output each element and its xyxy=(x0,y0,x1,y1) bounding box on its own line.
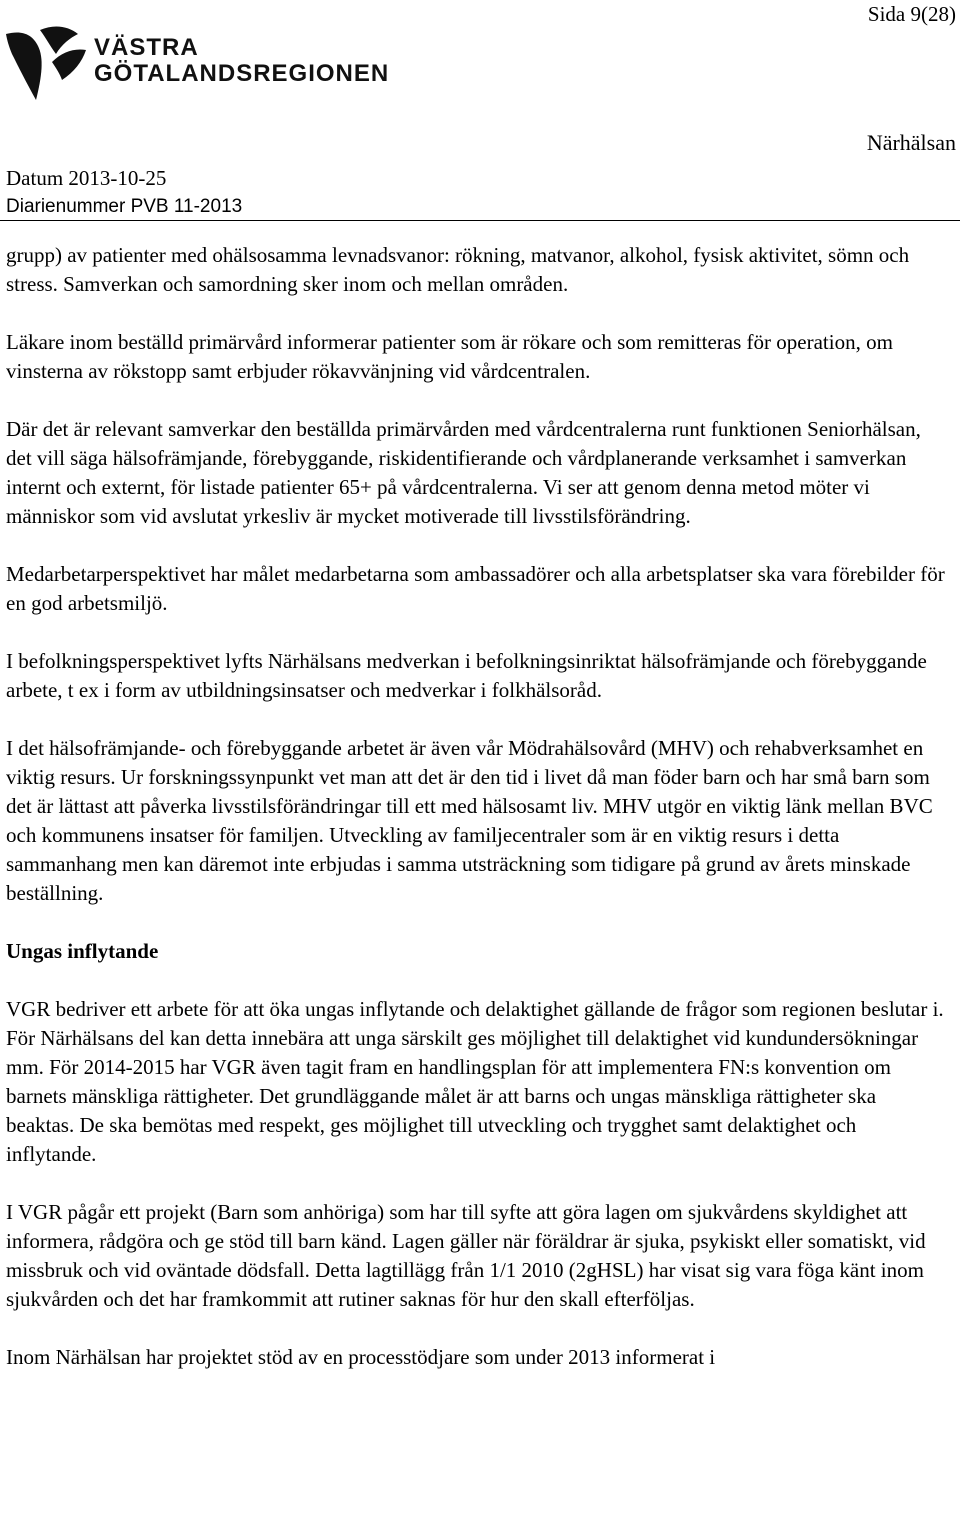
paragraph-8: I VGR pågår ett projekt (Barn som anhöriga) som har till syfte att göra lagen om sjukvårdens skyldighet att informera, rådgöra och ge stöd till barn känd. Lagen gäller när föräldrar är sjuka, psykiskt eller somatiskt, vid missbruk och vid oväntade dödsfall. Detta lagtillägg från 1/1 2010 (2gHSL) har visat sig vara föga känt inom sjukvården och det har framkommit att rutiner saknas för hur den skall efterföljas. xyxy=(6,1200,926,1311)
paragraph-9: Inom Närhälsan har projektet stöd av en processtödjare som under 2013 informerat i xyxy=(6,1345,716,1369)
paragraph-1: grupp) av patienter med ohälsosamma levnadsvanor: rökning, matvanor, alkohol, fysisk aktivitet, sömn och stress. Samverkan och samordning sker inom och mellan områden. xyxy=(6,243,910,296)
vgr-logo-mark-icon xyxy=(4,22,90,108)
header-divider xyxy=(0,220,960,221)
paragraph-6: I det hälsofrämjande- och förebyggande arbetet är även vår Mödrahälsovård (MHV) och rehabverksamhet en viktig resurs. Ur forskningssynpunkt vet man att det är den tid i livet då man föder barn och har små barn som det är lättast att påverka livsstilsförändringar till ett med hälsosamt liv. MHV utgör en viktig länk mellan BVC och kommunens insatser för familjen. Utveckling av familjecentraler som är en viktig resurs i detta sammanhang men kan däremot inte erbjudas i samma utsträckning som tidigare på grund av årets minskade beställning. xyxy=(6,736,933,905)
vgr-logo xyxy=(4,22,390,108)
paragraph-7: VGR bedriver ett arbete för att öka ungas inflytande och delaktighet gällande de frågor som regionen beslutar i. För Närhälsans del kan detta innebära att unga särskilt ges möjlighet till delaktighet vid kundundersökningar mm. För 2014-2015 har VGR även tagit fram en handlingsplan för att implementera FN:s konvention om barnets mänskliga rättigheter. Det grundläggande målet är att barns och ungas mänskliga rättigheter ska beaktas. De ska bemötas med respekt, ges möjlighet till utveckling och trygghet samt delaktighet och inflytande. xyxy=(6,997,944,1166)
unit-name: Närhälsan xyxy=(866,130,956,155)
org-name-line1: VÄSTRA xyxy=(94,34,199,61)
paragraph-3: Där det är relevant samverkar den beställda primärvården med vårdcentralerna runt funktionen Seniorhälsan, det vill säga hälsofrämjande, förebyggande, riskidentifierande och vårdplanerande verksamhet i samverkan internt och externt, för listade patienter 65+ på vårdcentralerna. Vi ser att genom denna metod möter vi människor som vid avslutat yrkesliv är mycket motiverade till livsstilsförändring. xyxy=(6,417,921,528)
diary-number: Diarienummer PVB 11-2013 xyxy=(6,196,243,217)
paragraph-4: Medarbetarperspektivet har målet medarbetarna som ambassadörer och alla arbetsplatser ska vara förebilder för en god arbetsmiljö. xyxy=(6,562,945,615)
page-number: Sida 9(28) xyxy=(867,2,956,26)
org-name-line2: GÖTALANDSREGIONEN xyxy=(94,60,390,87)
document-date: Datum 2013-10-25 xyxy=(6,166,167,190)
paragraph-5: I befolkningsperspektivet lyfts Närhälsans medverkan i befolkningsinriktat hälsofrämjande och förebyggande arbete, t ex i form av utbildningsinsatser och medverkar i folkhälsoråd. xyxy=(6,649,927,702)
section-heading: Ungas inflytande xyxy=(6,939,159,963)
document-body xyxy=(6,241,946,1401)
paragraph-2: Läkare inom beställd primärvård informerar patienter som är rökare och som remitteras för operation, om vinsterna av rökstopp samt erbjuder rökavvänjning vid vårdcentralen. xyxy=(6,330,893,383)
